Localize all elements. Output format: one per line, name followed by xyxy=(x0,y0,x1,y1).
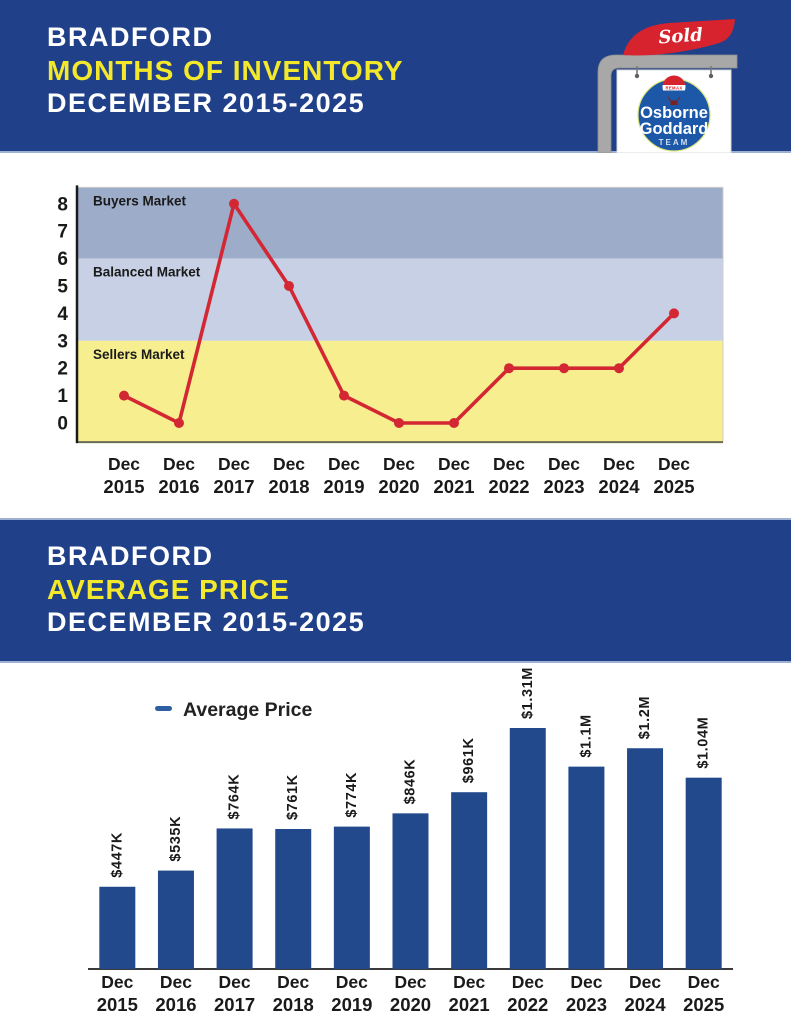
logo-name-2: Goddard xyxy=(639,120,709,138)
average-price-chart xyxy=(0,663,791,1024)
x-tick-month-2017: Dec xyxy=(218,972,251,992)
bar-2018 xyxy=(275,829,311,969)
x-tick-month-2022: Dec xyxy=(492,454,526,474)
bar-value-label-2021: $961K xyxy=(461,737,478,784)
price-metric: AVERAGE PRICE xyxy=(47,574,290,605)
x-tick-month-2025: Dec xyxy=(657,454,691,474)
bar-value-label-2025: $1.04M xyxy=(695,716,712,769)
y-tick-label-5: 5 xyxy=(57,276,68,298)
bar-value-label-2015: $447K xyxy=(109,832,126,878)
x-tick-month-2024: Dec xyxy=(628,972,662,992)
x-tick-year-2017: 2017 xyxy=(214,994,256,1015)
x-tick-month-2025: Dec xyxy=(687,972,720,992)
x-tick-year-2024: 2024 xyxy=(598,476,640,497)
x-tick-year-2022: 2022 xyxy=(488,476,530,497)
bar-2016 xyxy=(158,871,194,969)
sold-flag-label: Sold xyxy=(657,24,704,49)
x-tick-month-2018: Dec xyxy=(272,454,306,474)
bar-2019 xyxy=(334,827,370,969)
x-tick-year-2019: 2019 xyxy=(331,994,373,1015)
market-band-label-1: Balanced Market xyxy=(93,264,201,280)
x-tick-year-2020: 2020 xyxy=(389,994,432,1015)
legend-label: Average Price xyxy=(183,699,313,721)
x-tick-year-2015: 2015 xyxy=(96,994,138,1015)
x-tick-month-2016: Dec xyxy=(162,454,196,474)
x-tick-month-2019: Dec xyxy=(327,454,361,474)
x-tick-month-2024: Dec xyxy=(602,454,636,474)
x-tick-month-2015: Dec xyxy=(101,972,134,992)
team-logo xyxy=(597,10,767,153)
bar-2021 xyxy=(451,792,487,969)
y-tick-label-0: 0 xyxy=(57,413,68,435)
x-tick-month-2017: Dec xyxy=(217,454,251,474)
bar-2020 xyxy=(393,813,429,969)
inventory-metric: MONTHS OF INVENTORY xyxy=(47,55,404,86)
x-tick-month-2023: Dec xyxy=(570,972,603,992)
inventory-header-band xyxy=(0,0,791,153)
line-point-2016 xyxy=(174,418,184,428)
y-tick-label-4: 4 xyxy=(57,303,68,325)
y-tick-label-7: 7 xyxy=(57,221,68,243)
sign-pin-right xyxy=(709,74,713,78)
line-point-2023 xyxy=(559,363,569,373)
x-tick-month-2021: Dec xyxy=(453,972,486,992)
y-tick-label-1: 1 xyxy=(57,386,68,408)
logo-name-3: TEAM xyxy=(658,138,690,147)
inventory-city: BRADFORD xyxy=(47,22,214,52)
x-tick-month-2020: Dec xyxy=(382,454,416,474)
x-tick-year-2023: 2023 xyxy=(543,476,585,497)
x-tick-year-2024: 2024 xyxy=(624,994,666,1015)
bar-value-label-2018: $761K xyxy=(285,774,302,820)
bar-2022 xyxy=(510,728,546,969)
bar-2015 xyxy=(99,887,135,969)
logo-name-1: Osborne xyxy=(640,104,708,122)
x-tick-year-2025: 2025 xyxy=(653,476,695,497)
price-title xyxy=(47,540,365,639)
line-point-2019 xyxy=(339,391,349,401)
bar-2017 xyxy=(217,828,253,969)
market-band-label-0: Buyers Market xyxy=(93,193,187,209)
bar-2024 xyxy=(627,748,663,969)
x-tick-year-2025: 2025 xyxy=(683,994,725,1015)
x-tick-year-2020: 2020 xyxy=(378,476,420,497)
x-tick-year-2023: 2023 xyxy=(565,994,607,1015)
market-band-label-2: Sellers Market xyxy=(93,346,185,362)
bar-value-label-2023: $1.1M xyxy=(578,714,595,758)
x-tick-month-2022: Dec xyxy=(511,972,544,992)
months-of-inventory-chart xyxy=(0,158,791,508)
x-tick-year-2016: 2016 xyxy=(155,994,197,1015)
line-point-2024 xyxy=(614,363,624,373)
line-point-2021 xyxy=(449,418,459,428)
line-point-2017 xyxy=(229,199,239,209)
x-tick-year-2018: 2018 xyxy=(268,476,310,497)
line-point-2025 xyxy=(669,308,679,318)
line-point-2018 xyxy=(284,281,294,291)
bar-value-label-2020: $846K xyxy=(402,758,419,805)
line-point-2022 xyxy=(504,363,514,373)
sign-pin-left xyxy=(635,74,639,78)
price-city: BRADFORD xyxy=(47,541,214,571)
x-tick-year-2022: 2022 xyxy=(507,994,549,1015)
legend-swatch xyxy=(155,706,172,711)
inventory-title xyxy=(47,21,404,120)
x-tick-year-2018: 2018 xyxy=(272,994,314,1015)
y-tick-label-8: 8 xyxy=(57,194,68,216)
y-tick-label-3: 3 xyxy=(57,331,68,353)
x-tick-month-2016: Dec xyxy=(159,972,193,992)
bar-value-label-2016: $535K xyxy=(167,815,184,862)
x-tick-month-2019: Dec xyxy=(335,972,368,992)
bar-value-label-2022: $1.31M xyxy=(519,667,536,719)
x-tick-month-2021: Dec xyxy=(437,454,471,474)
line-point-2020 xyxy=(394,418,404,428)
balloon-label: REMAX xyxy=(665,85,683,91)
y-tick-label-2: 2 xyxy=(57,358,68,380)
price-period: DECEMBER 2015-2025 xyxy=(47,607,366,637)
x-tick-month-2018: Dec xyxy=(277,972,310,992)
y-tick-label-6: 6 xyxy=(57,249,68,271)
x-tick-year-2021: 2021 xyxy=(448,994,490,1015)
bar-2025 xyxy=(686,778,722,969)
x-tick-year-2015: 2015 xyxy=(103,476,145,497)
x-tick-year-2019: 2019 xyxy=(323,476,365,497)
bar-value-label-2024: $1.2M xyxy=(637,695,654,740)
x-tick-year-2021: 2021 xyxy=(433,476,475,497)
x-tick-year-2016: 2016 xyxy=(158,476,200,497)
price-header-band xyxy=(0,518,791,663)
x-tick-year-2017: 2017 xyxy=(213,476,255,497)
x-tick-month-2020: Dec xyxy=(394,972,427,992)
x-tick-month-2015: Dec xyxy=(107,454,141,474)
line-point-2015 xyxy=(119,391,129,401)
bar-value-label-2019: $774K xyxy=(343,771,360,818)
bar-value-label-2017: $764K xyxy=(226,773,243,820)
bar-2023 xyxy=(568,767,604,969)
x-tick-month-2023: Dec xyxy=(547,454,581,474)
inventory-period: DECEMBER 2015-2025 xyxy=(47,88,366,118)
